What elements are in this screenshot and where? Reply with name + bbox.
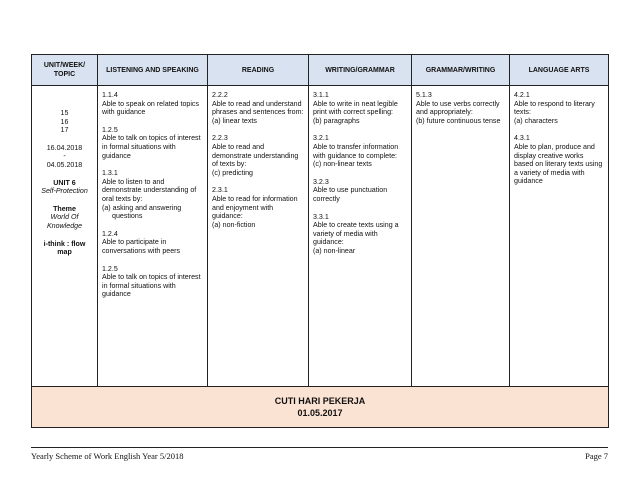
date-start: 16.04.2018 [46, 143, 83, 152]
standard-text: Able to read and understand phrases and sentences from: [212, 99, 304, 117]
standard-code: 3.1.1 [313, 91, 329, 99]
standard-text: Able to create texts using a variety of media with guidance: [313, 221, 399, 247]
footer-title: Yearly Scheme of Work English Year 5/2018 [31, 451, 184, 461]
standard-code: 2.2.2 [212, 91, 228, 99]
standard-text: Able to talk on topics of interest in formal situations with guidance [102, 134, 201, 160]
skill-standard [212, 134, 304, 177]
week-number: 15 [60, 109, 69, 117]
standard-subitem: (c) predicting [212, 168, 254, 177]
standard-code: 2.3.1 [212, 186, 228, 195]
footer-rule [31, 447, 608, 448]
header-listening-speaking: LISTENING AND SPEAKING [98, 55, 208, 86]
standard-code: 1.2.4 [102, 229, 118, 238]
standard-code: 3.2.1 [313, 134, 329, 143]
header-writing-grammar: WRITING/GRAMMAR [309, 55, 412, 86]
standard-subitem: (a) non-fiction [212, 220, 256, 229]
holiday-date: 01.05.2017 [297, 408, 343, 418]
skill-standard [102, 265, 203, 299]
standard-code: 1.2.5 [102, 125, 118, 134]
standard-text: Able to plan, produce and display creative works based on literary texts using a variety of media with guidance [514, 142, 603, 186]
week-number: 17 [60, 126, 69, 135]
scheme-of-work-table [31, 54, 609, 428]
standard-code: 1.2.5 [102, 264, 118, 273]
language-arts-cell [510, 86, 609, 387]
standard-code: 3.2.3 [313, 177, 329, 186]
skill-standard [102, 169, 203, 221]
header-language-arts: LANGUAGE ARTS [510, 55, 609, 86]
standard-code: 4.3.1 [514, 134, 530, 143]
standard-code: 2.2.3 [212, 134, 228, 143]
date-range [36, 144, 93, 170]
skill-standard [416, 91, 505, 125]
writing-grammar-cell [309, 86, 412, 387]
grammar-writing-cell [412, 86, 510, 387]
standard-code: 5.1.3 [416, 91, 432, 99]
skill-standard [514, 134, 604, 186]
standard-text: Able to use verbs correctly and appropriately: [416, 99, 500, 117]
standard-subitem: (a) non-linear [313, 246, 356, 255]
standard-text: Able to read for information and enjoyment with guidance: [212, 194, 298, 221]
ithink-label: i-think : flow map [43, 239, 86, 257]
header-unit-week-topic: UNIT/WEEK/ TOPIC [32, 55, 98, 86]
holiday-row [32, 387, 609, 428]
unit-label: UNIT 6 [53, 178, 76, 187]
standard-text: Able to write in neat legible print with correct spelling: [313, 99, 398, 117]
header-row [32, 55, 609, 86]
holiday-title: CUTI HARI PEKERJA [274, 396, 366, 406]
theme-label: Theme [53, 204, 76, 213]
standard-text: Able to talk on topics of interest in formal situations with guidance [102, 273, 201, 299]
standard-subitem: (a) characters [514, 116, 558, 125]
skill-standard [313, 91, 407, 125]
standard-subitem: (a) asking and answering [102, 203, 182, 212]
reading-cell [208, 86, 309, 387]
standard-subitem: (b) paragraphs [313, 116, 360, 125]
week-number: 16 [60, 117, 69, 126]
skill-standard [514, 91, 604, 125]
header-reading: READING [208, 55, 309, 86]
standard-subitem: (a) linear texts [212, 116, 257, 125]
standard-text: Able to transfer information with guidance to complete: [313, 142, 399, 160]
unit-title: Self-Protection [41, 187, 88, 196]
listening-speaking-cell [98, 86, 208, 387]
footer-page-number: Page 7 [585, 451, 608, 461]
holiday-cell [32, 387, 609, 428]
standard-subitem: questions [112, 212, 143, 221]
header-grammar-writing: GRAMMAR/WRITING [412, 55, 510, 86]
standard-text: Able to respond to literary texts: [514, 99, 595, 117]
skill-standard [212, 186, 304, 229]
skill-standard [102, 91, 203, 117]
standard-text: Able to participate in conversations with peers [102, 238, 181, 255]
standard-subitem: (c) non-linear texts [313, 160, 372, 169]
standard-text: Able to use punctuation correctly [313, 186, 388, 203]
standard-subitem: (b) future continuous tense [416, 116, 501, 125]
skill-standard [102, 230, 203, 256]
standard-code: 4.2.1 [514, 91, 530, 99]
standard-text: Able to listen to and demonstrate understanding of oral texts by: [102, 177, 197, 203]
skill-standard [212, 91, 304, 125]
theme-title: World Of Knowledge [46, 213, 83, 230]
skill-standard [313, 213, 407, 256]
week-numbers [36, 109, 93, 135]
standard-code: 3.3.1 [313, 212, 329, 221]
date-dash: - [63, 152, 66, 161]
standard-code: 1.1.4 [102, 91, 118, 99]
skill-standard [102, 126, 203, 160]
standard-text: Able to read and demonstrate understanding of texts by: [212, 142, 299, 169]
skill-standard [313, 134, 407, 168]
skill-standard [313, 178, 407, 204]
standard-text: Able to speak on related topics with guidance [102, 99, 200, 117]
date-end: 04.05.2018 [46, 160, 83, 169]
unit-week-cell [32, 86, 98, 387]
standard-code: 1.3.1 [102, 169, 118, 178]
week-row [32, 86, 609, 387]
